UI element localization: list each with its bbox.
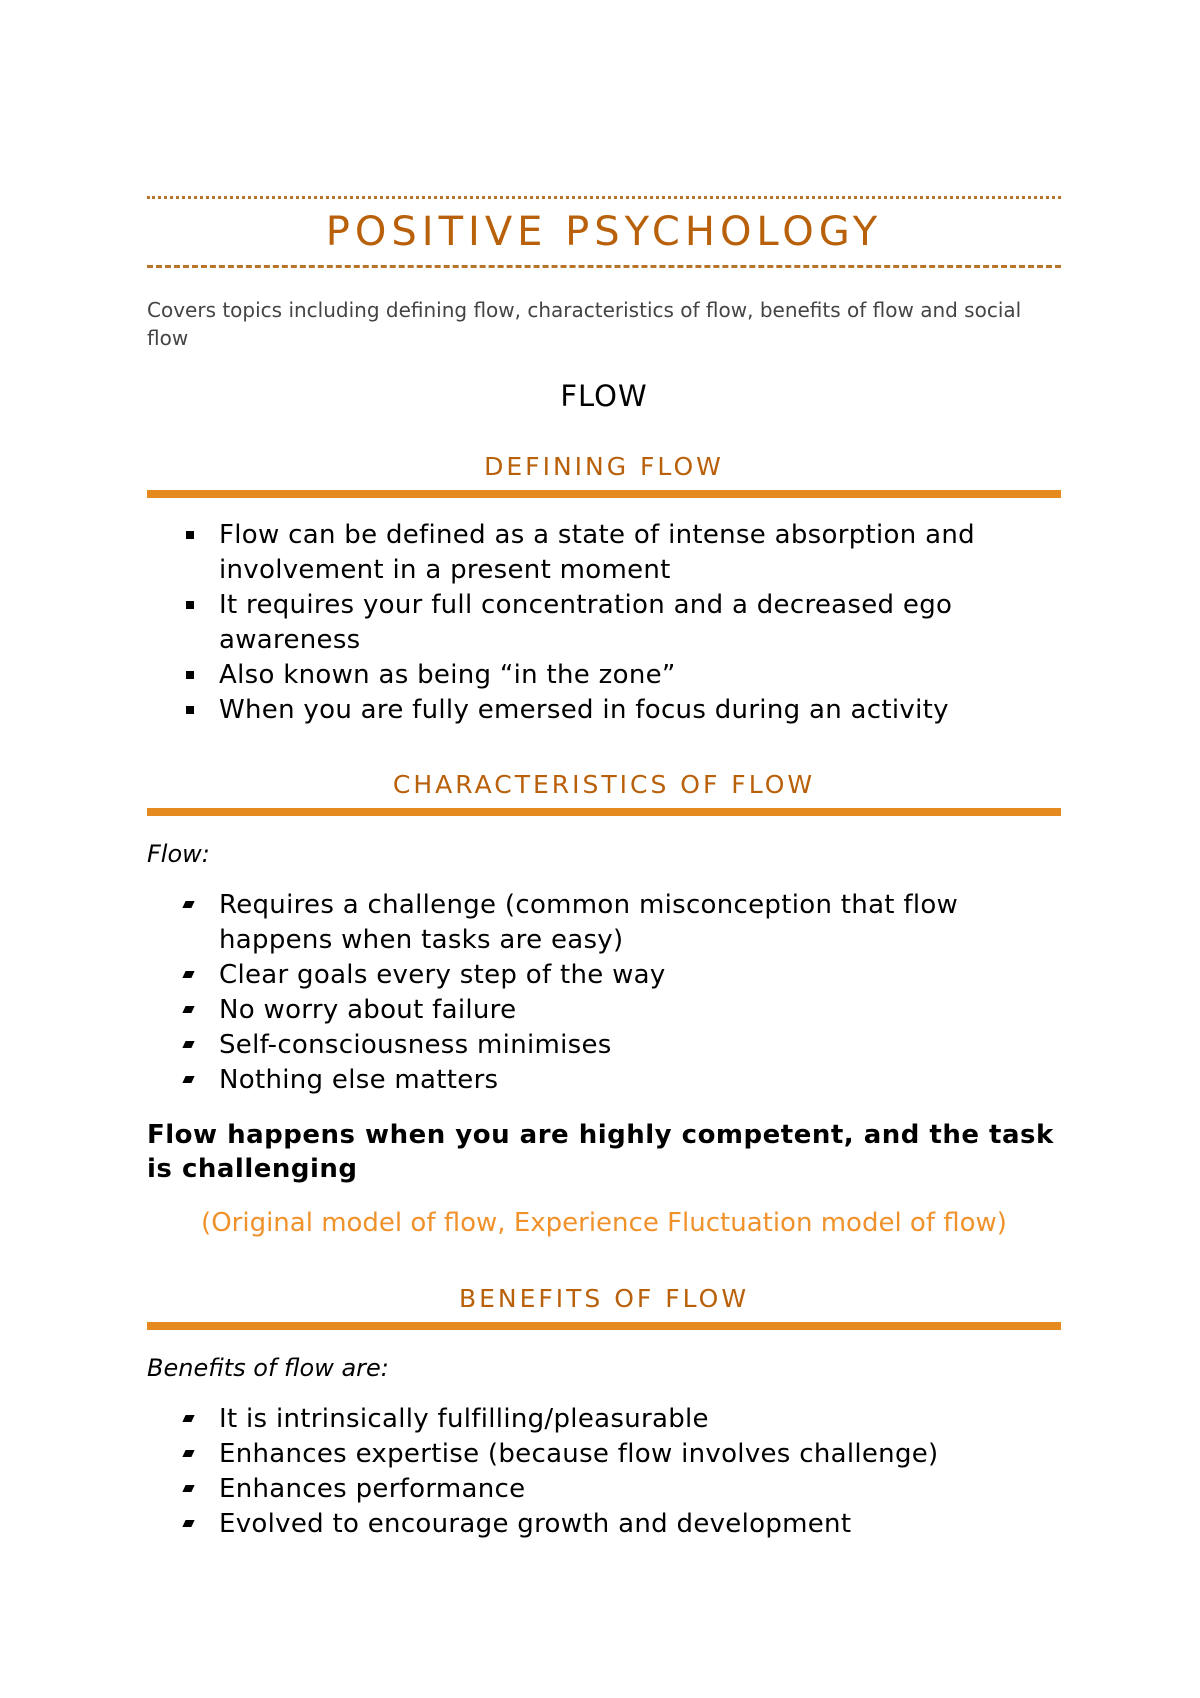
document-title: POSITIVE PSYCHOLOGY: [325, 209, 883, 255]
slanted-bullet-icon: [182, 971, 194, 978]
section-benefits: [147, 1282, 1061, 1542]
list-item: Nothing else matters: [147, 1063, 1061, 1098]
section-characteristics: [147, 768, 1061, 1240]
slanted-bullet-icon: [182, 1041, 194, 1048]
heading-defining-flow: DEFINING FLOW: [484, 452, 724, 481]
slanted-bullet-icon: [182, 901, 194, 908]
square-bullet-icon: [186, 601, 194, 609]
list-item: No worry about failure: [147, 993, 1061, 1028]
list-item: When you are fully emersed in focus during an activity: [147, 693, 1061, 728]
heading-benefits: BENEFITS OF FLOW: [458, 1284, 750, 1313]
flow-statement: Flow happens when you are highly competent, and the task is challenging: [147, 1120, 1054, 1184]
title-top-rule: [147, 196, 1061, 199]
square-bullet-icon: [186, 531, 194, 539]
characteristics-list: [147, 888, 1061, 1098]
list-item: Enhances expertise (because flow involves challenge): [147, 1437, 1061, 1472]
title-bottom-rule: [147, 265, 1061, 268]
square-bullet-icon: [186, 671, 194, 679]
model-note: (Original model of flow, Experience Fluctuation model of flow): [201, 1208, 1007, 1238]
list-item: Self-consciousness minimises: [147, 1028, 1061, 1063]
section-title-flow: FLOW: [560, 379, 648, 413]
list-item: Requires a challenge (common misconception that flow happens when tasks are easy): [147, 888, 1061, 958]
list-item: Evolved to encourage growth and development: [147, 1507, 1061, 1542]
heading-rule: [147, 808, 1061, 816]
list-item: Flow can be defined as a state of intense absorption and involvement in a present moment: [147, 518, 1061, 588]
heading-characteristics: CHARACTERISTICS OF FLOW: [392, 770, 816, 799]
heading-rule: [147, 1322, 1061, 1330]
document-page: [147, 196, 1061, 1542]
slanted-bullet-icon: [182, 1006, 194, 1013]
list-item: Clear goals every step of the way: [147, 958, 1061, 993]
section-defining-flow: [147, 450, 1061, 728]
document-subtitle: Covers topics including defining flow, characteristics of flow, benefits of flow and social flow: [147, 298, 1022, 350]
list-item: It is intrinsically fulfilling/pleasurable: [147, 1402, 1061, 1437]
heading-rule: [147, 490, 1061, 498]
list-item: Enhances performance: [147, 1472, 1061, 1507]
square-bullet-icon: [186, 706, 194, 714]
slanted-bullet-icon: [182, 1450, 194, 1457]
benefits-list: [147, 1402, 1061, 1542]
characteristics-intro: Flow:: [147, 840, 210, 868]
slanted-bullet-icon: [182, 1520, 194, 1527]
list-item: It requires your full concentration and a decreased ego awareness: [147, 588, 1061, 658]
slanted-bullet-icon: [182, 1485, 194, 1492]
benefits-intro: Benefits of flow are:: [147, 1354, 389, 1382]
defining-flow-list: [147, 518, 1061, 728]
slanted-bullet-icon: [182, 1415, 194, 1422]
list-item: Also known as being “in the zone”: [147, 658, 1061, 693]
slanted-bullet-icon: [182, 1076, 194, 1083]
